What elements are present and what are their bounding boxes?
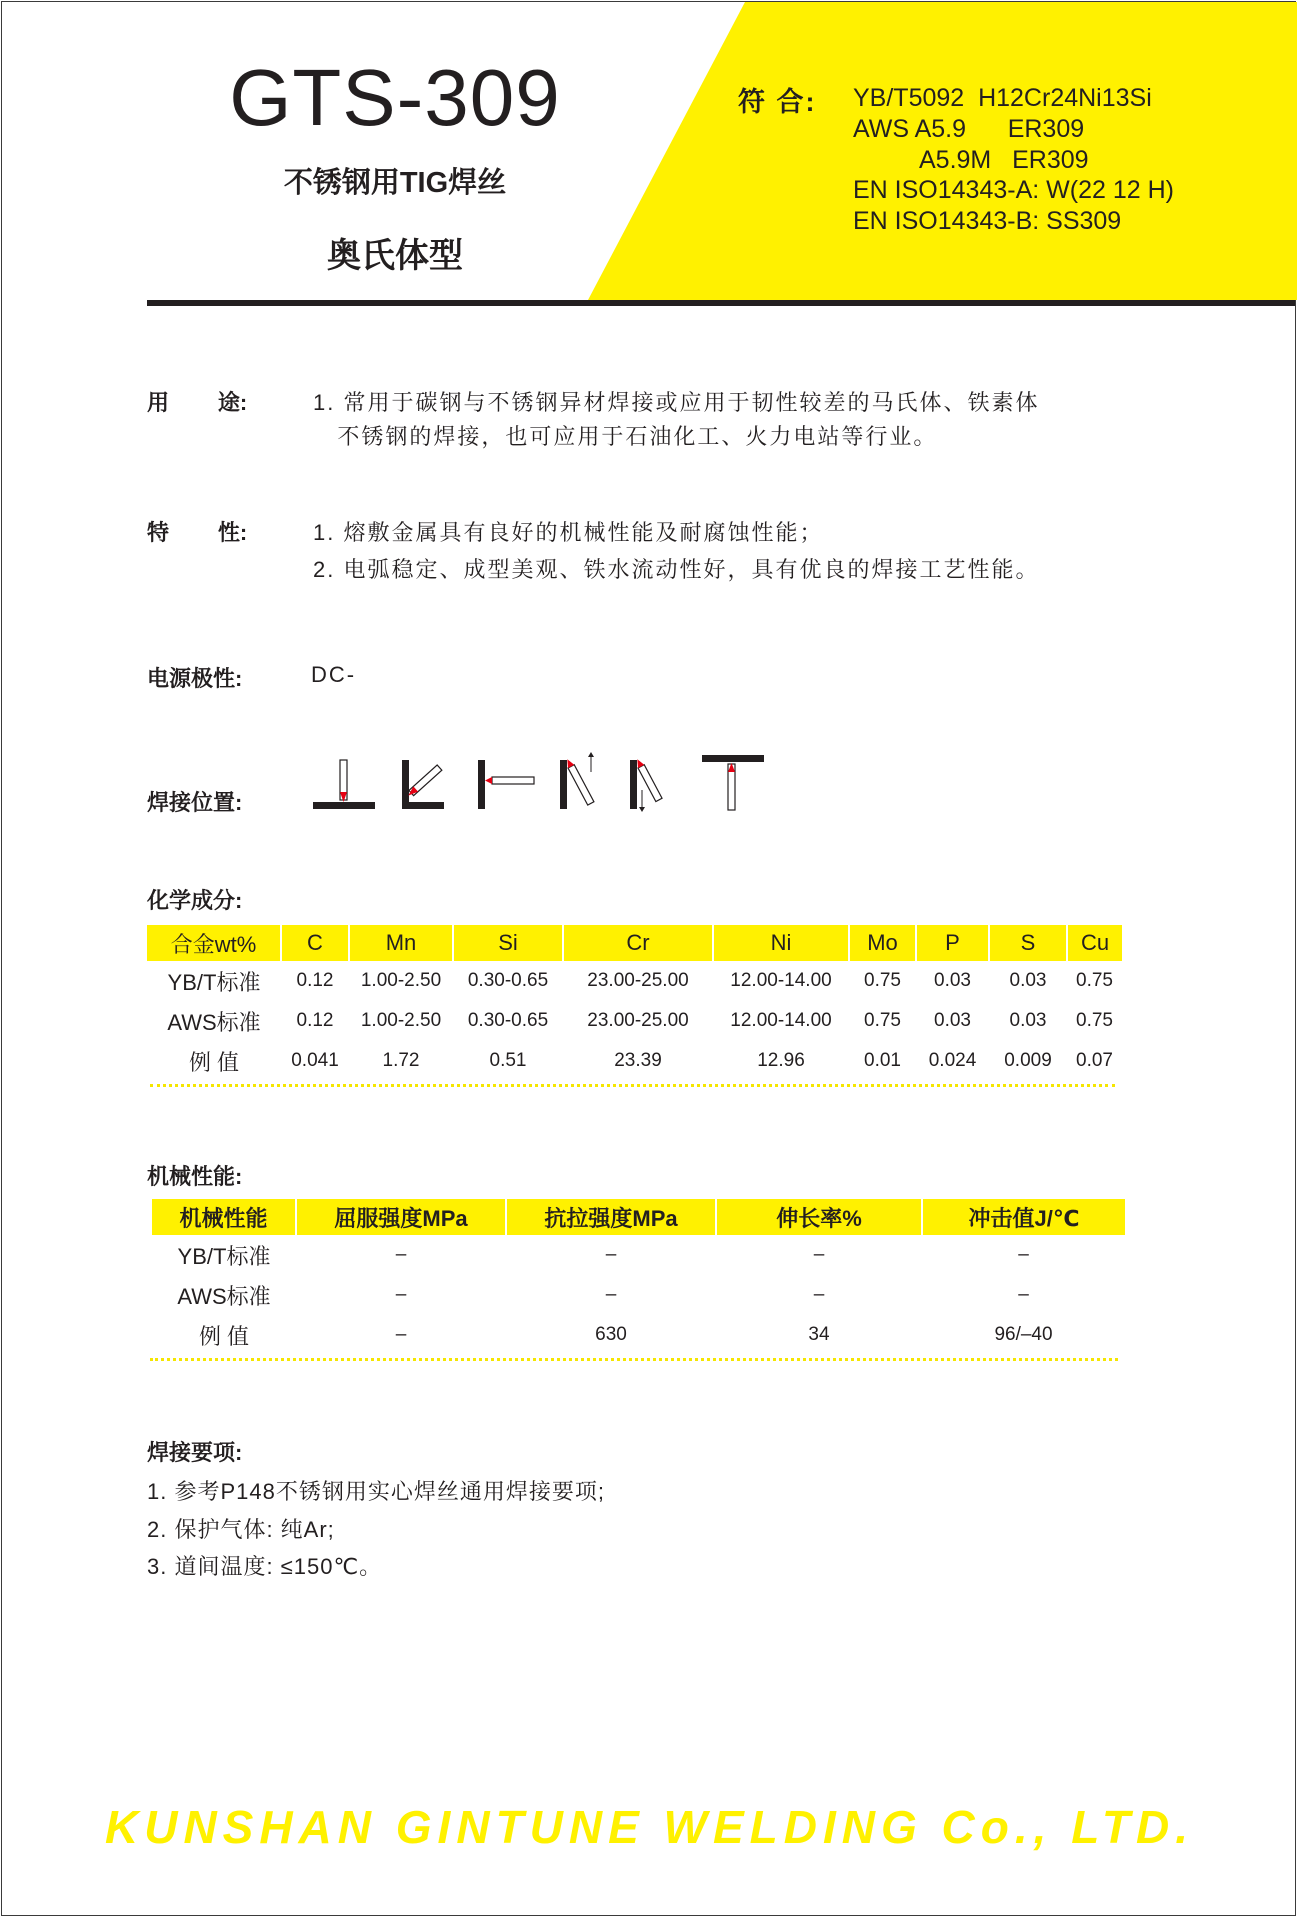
table-cell: 0.01 xyxy=(864,1050,901,1071)
row-label: 例 值 xyxy=(198,1323,250,1349)
table-cell: 630 xyxy=(595,1324,627,1345)
column-header: 屈服强度MPa xyxy=(296,1199,506,1235)
table-row xyxy=(147,961,1122,1001)
column-header: Cu xyxy=(1067,925,1122,961)
table-cell: 1.00-2.50 xyxy=(360,1010,442,1031)
row-label: AWS标准 xyxy=(167,1009,261,1035)
table-cell: 0.07 xyxy=(1076,1050,1113,1071)
table-cell: 0.03 xyxy=(1009,970,1047,991)
table-cell: 12.96 xyxy=(757,1050,805,1071)
table-cell: – xyxy=(605,1284,617,1305)
table-cell: 96/–40 xyxy=(994,1324,1053,1345)
column-header: 伸长率% xyxy=(716,1199,922,1235)
mechanical-table xyxy=(152,1199,1125,1355)
table-cell: 0.03 xyxy=(934,1010,971,1031)
product-subtitle: 不锈钢用TIG焊丝 xyxy=(283,167,507,199)
table-cell: 34 xyxy=(808,1324,830,1345)
mechanical-header-row xyxy=(152,1199,1125,1235)
features-label: 特 性: xyxy=(147,520,248,545)
column-header: 机械性能 xyxy=(152,1199,296,1235)
table-cell: 0.024 xyxy=(928,1050,977,1071)
usage-label: 用 途: xyxy=(147,390,248,415)
dotted-divider xyxy=(150,1358,1118,1363)
table-cell: – xyxy=(395,1244,407,1265)
table-cell: – xyxy=(1018,1244,1029,1265)
table-cell: 1.00-2.50 xyxy=(360,970,442,991)
row-label: AWS标准 xyxy=(177,1283,271,1309)
chemistry-table xyxy=(147,925,1122,1081)
chemistry-title: 化学成分: xyxy=(147,888,243,913)
table-cell: 23.00-25.00 xyxy=(587,970,689,991)
product-type: 奥氏体型 xyxy=(327,237,463,275)
mechanical-title: 机械性能: xyxy=(147,1164,243,1189)
usage-line: 1. 常用于碳钢与不锈钢异材焊接或应用于韧性较差的马氏体、铁素体 xyxy=(313,390,1040,415)
features-line: 1. 熔敷金属具有良好的机械性能及耐腐蚀性能； xyxy=(313,520,824,545)
table-cell: 0.30-0.65 xyxy=(467,970,549,991)
column-header: C xyxy=(281,925,349,961)
row-label: 例 值 xyxy=(188,1049,240,1075)
table-cell: 23.00-25.00 xyxy=(587,1010,689,1031)
yellow-header-panel xyxy=(0,0,1299,310)
company-footer: KUNSHAN GINTUNE WELDING Co., LTD. xyxy=(105,1801,1194,1853)
table-cell: – xyxy=(1018,1284,1029,1305)
conform-line: AWS A5.9 ER309 xyxy=(853,115,1085,143)
column-header: 抗拉强度MPa xyxy=(506,1199,716,1235)
polarity-label: 电源极性: xyxy=(147,666,243,691)
column-header: 冲击值J/℃ xyxy=(922,1199,1125,1235)
conform-line: EN ISO14343-A: W(22 12 H) xyxy=(853,176,1174,204)
conform-line: EN ISO14343-B: SS309 xyxy=(853,207,1122,235)
table-row xyxy=(147,1041,1122,1081)
table-row xyxy=(152,1315,1125,1355)
table-cell: 0.75 xyxy=(1076,1010,1113,1031)
table-cell: – xyxy=(395,1324,407,1345)
table-cell: 12.00-14.00 xyxy=(730,970,832,991)
polarity-value: DC- xyxy=(311,662,357,687)
conform-line: A5.9M ER309 xyxy=(919,146,1089,174)
table-row xyxy=(152,1275,1125,1315)
vertical-up-icon xyxy=(560,752,594,809)
table-cell: 0.75 xyxy=(1076,970,1113,991)
table-cell: 0.03 xyxy=(1009,1010,1047,1031)
usage-line: 不锈钢的焊接，也可应用于石油化工、火力电站等行业。 xyxy=(313,424,938,449)
welding-positions-diagram xyxy=(310,752,770,814)
row-label: YB/T标准 xyxy=(167,969,261,995)
table-cell: 0.12 xyxy=(296,970,334,991)
table-cell: – xyxy=(813,1284,825,1305)
column-header: Ni xyxy=(713,925,849,961)
column-header: Mo xyxy=(849,925,916,961)
column-header: Mn xyxy=(349,925,453,961)
table-row xyxy=(152,1235,1125,1275)
column-header: 合金wt% xyxy=(147,925,281,961)
table-cell: 0.041 xyxy=(291,1050,339,1071)
row-label: YB/T标准 xyxy=(177,1243,271,1269)
notes-title: 焊接要项: xyxy=(147,1440,243,1465)
table-cell: – xyxy=(605,1244,617,1265)
product-title: GTS-309 xyxy=(229,53,561,142)
table-cell: 0.03 xyxy=(934,970,971,991)
features-line: 2. 电弧稳定、成型美观、铁水流动性好，具有优良的焊接工艺性能。 xyxy=(313,557,1040,582)
table-cell: 23.39 xyxy=(614,1050,662,1071)
table-cell: 12.00-14.00 xyxy=(730,1010,832,1031)
table-row xyxy=(147,1001,1122,1041)
positions-label: 焊接位置: xyxy=(147,790,243,815)
notes-item: 3. 道间温度: ≤150℃。 xyxy=(147,1554,383,1579)
chemistry-header-row xyxy=(147,925,1122,961)
notes-item: 2. 保护气体: 纯Ar; xyxy=(147,1517,335,1542)
table-cell: – xyxy=(395,1284,407,1305)
column-header: Si xyxy=(453,925,563,961)
column-header: Cr xyxy=(563,925,713,961)
table-cell: 1.72 xyxy=(382,1050,420,1071)
flat-position-icon xyxy=(313,760,375,809)
horizontal-fillet-icon xyxy=(402,760,444,809)
table-cell: 0.12 xyxy=(296,1010,334,1031)
conform-line: YB/T5092 H12Cr24Ni13Si xyxy=(853,84,1152,112)
table-cell: 0.51 xyxy=(489,1050,527,1071)
table-cell: 0.75 xyxy=(864,1010,901,1031)
notes-item: 1. 参考P148不锈钢用实心焊丝通用焊接要项; xyxy=(147,1479,605,1504)
table-cell: 0.009 xyxy=(1004,1050,1052,1071)
overhead-position-icon xyxy=(702,755,764,810)
table-cell: 0.30-0.65 xyxy=(467,1010,549,1031)
column-header: S xyxy=(989,925,1067,961)
table-cell: – xyxy=(813,1244,825,1265)
horizontal-position-icon xyxy=(478,760,534,809)
vertical-down-icon xyxy=(630,758,662,812)
header-divider xyxy=(147,300,1295,306)
table-cell: 0.75 xyxy=(864,970,901,991)
column-header: P xyxy=(916,925,989,961)
conform-label: 符 合: xyxy=(738,87,817,117)
dotted-divider xyxy=(150,1084,1115,1089)
